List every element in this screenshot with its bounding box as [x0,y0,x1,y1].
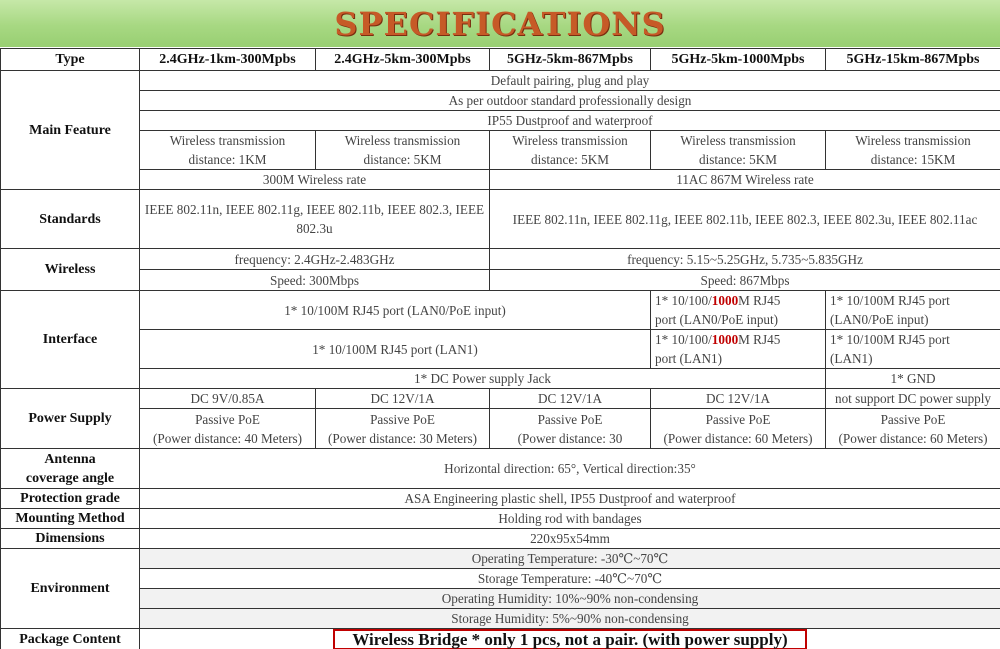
power-poe-2 [316,409,490,449]
row-label-standards: Standards [1,190,140,249]
standards-24ghz: IEEE 802.11n, IEEE 802.11g, IEEE 802.11b, IEEE 802.3, IEEE 802.3u [140,190,490,249]
table-row [1,131,1000,151]
table-row [1,291,1000,330]
power-poe-3 [490,409,651,449]
distance-cell-1 [140,131,316,170]
package-content: Wireless Bridge * only 1 pcs, not a pair. (with power supply) [333,629,806,649]
col-header-model-5: 5GHz-15km-867Mpbs [826,49,1000,71]
poe-distance: (Power distance: 30 Meters) [327,430,478,446]
package-content-cell [140,629,1000,649]
page-title: SPECIFICATIONS [334,4,666,43]
table-row [1,589,1000,609]
distance-line1: Wireless transmission [855,133,971,148]
table-row [1,170,1000,190]
table-row [1,609,1000,629]
port-line2: (LAN1) [830,351,873,366]
table-row [1,509,1000,529]
table-row [1,629,1000,649]
power-poe-5 [826,409,1000,449]
distance-cell-2 [316,131,490,170]
antenna-label-line2: coverage angle [25,470,115,486]
power-dc-3: DC 12V/1A [490,389,651,409]
row-label-mounting: Mounting Method [1,509,140,529]
row-label-package: Package Content [1,629,140,649]
row-label-main-feature: Main Feature [1,71,140,190]
col-header-model-2: 2.4GHz-5km-300Mpbs [316,49,490,71]
protection-grade: ASA Engineering plastic shell, IP55 Dustproof and waterproof [140,489,1000,509]
title-banner [0,0,1000,47]
distance-cell-3 [490,131,651,170]
port-line2: (LAN0/PoE input) [830,312,929,327]
table-row [1,270,1000,291]
col-header-type: Type [1,49,140,71]
feature-outdoor-design: As per outdoor standard professionally design [140,91,1000,111]
rate-24ghz: 300M Wireless rate [140,170,490,190]
poe-label: Passive PoE [195,411,260,427]
port-lan0-label: port (LAN0/PoE input) [655,312,779,327]
poe-distance: (Power distance: 40 Meters) [152,430,303,446]
table-row [1,489,1000,509]
distance-value-3: distance: 5KM [530,152,609,167]
distance-cell-5 [826,131,1000,170]
distance-value-5: distance: 15KM [870,152,956,167]
row-label-interface: Interface [1,291,140,389]
port-prefix: 1* 10/100/ [655,332,712,347]
distance-value-4: distance: 5KM [698,152,777,167]
power-poe-4 [651,409,826,449]
poe-distance: (Power distance: 60 Meters) [838,430,988,446]
power-dc-2: DC 12V/1A [316,389,490,409]
gigabit-highlight: 1000 [711,332,739,347]
table-row [1,409,1000,449]
interface-lan1: 1* 10/100M RJ45 port (LAN1) [140,330,651,369]
interface-gigabit-lan0 [651,291,826,330]
port-line1: 1* 10/100M RJ45 port [830,293,950,308]
table-row [1,529,1000,549]
frequency-5ghz: frequency: 5.15~5.25GHz, 5.735~5.835GHz [490,249,1000,270]
poe-label: Passive PoE [705,411,771,427]
env-storage-temperature: Storage Temperature: -40℃~70℃ [140,569,1000,589]
poe-label: Passive PoE [370,411,435,427]
port-prefix: 1* 10/100/ [655,293,712,308]
row-label-wireless: Wireless [1,249,140,291]
dimensions-value: 220x95x54mm [140,529,1000,549]
interface-dc-jack: 1* DC Power supply Jack [140,369,826,389]
port-line1: 1* 10/100M RJ45 port [830,332,950,347]
rate-5ghz: 11AC 867M Wireless rate [490,170,1000,190]
row-label-protection: Protection grade [1,489,140,509]
table-row [1,330,1000,369]
poe-label: Passive PoE [537,411,603,427]
table-row [1,449,1000,489]
interface-lan0: 1* 10/100M RJ45 port (LAN0/PoE input) [140,291,651,330]
poe-label: Passive PoE [880,411,946,427]
power-dc-5: not support DC power supply [826,389,1000,409]
row-label-environment: Environment [1,549,140,629]
antenna-angle: Horizontal direction: 65°, Vertical direction:35° [140,449,1000,489]
row-label-power-supply: Power Supply [1,389,140,449]
header-row [1,49,1000,71]
distance-value-2: distance: 5KM [363,152,442,167]
speed-24ghz: Speed: 300Mbps [140,270,490,291]
distance-value-1: distance: 1KM [188,152,267,167]
power-dc-1: DC 9V/0.85A [140,389,316,409]
feature-ip55: IP55 Dustproof and waterproof [140,111,1000,131]
table-row [1,71,1000,91]
speed-5ghz: Speed: 867Mbps [490,270,1000,291]
table-row [1,569,1000,589]
antenna-label-line1: Antenna [44,451,96,467]
table-row [1,549,1000,569]
port-suffix: M RJ45 [738,293,781,308]
gigabit-highlight: 1000 [711,293,739,308]
poe-distance: (Power distance: 60 Meters) [663,430,813,446]
table-row [1,369,1000,389]
env-operating-humidity: Operating Humidity: 10%~90% non-condensing [140,589,1000,609]
env-storage-humidity: Storage Humidity: 5%~90% non-condensing [140,609,1000,629]
power-poe-1 [140,409,316,449]
table-row [1,389,1000,409]
port-suffix: M RJ45 [738,332,781,347]
env-operating-temperature: Operating Temperature: -30℃~70℃ [140,549,1000,569]
distance-line1: Wireless transmission [344,133,461,148]
row-label-dimensions: Dimensions [1,529,140,549]
col-header-model-4: 5GHz-5km-1000Mpbs [651,49,826,71]
feature-default-pairing: Default pairing, plug and play [140,71,1000,91]
row-label-antenna [1,449,140,489]
poe-distance: (Power distance: 30 [517,430,623,446]
distance-cell-4 [651,131,826,170]
table-row [1,91,1000,111]
interface-gigabit-lan1 [651,330,826,369]
distance-line1: Wireless transmission [512,133,628,148]
distance-line1: Wireless transmission [680,133,796,148]
table-row [1,190,1000,249]
table-row [1,111,1000,131]
port-lan1-label: port (LAN1) [655,351,723,366]
col-header-model-3: 5GHz-5km-867Mpbs [490,49,651,71]
col-header-model-1: 2.4GHz-1km-300Mpbs [140,49,316,71]
power-dc-4: DC 12V/1A [651,389,826,409]
spec-table [0,48,1000,649]
frequency-24ghz: frequency: 2.4GHz-2.483GHz [140,249,490,270]
interface-15km-lan1 [826,330,1000,369]
distance-line1: Wireless transmission [169,133,286,148]
table-row [1,249,1000,270]
interface-15km-lan0 [826,291,1000,330]
interface-gnd: 1* GND [826,369,1000,389]
standards-5ghz: IEEE 802.11n, IEEE 802.11g, IEEE 802.11b, IEEE 802.3, IEEE 802.3u, IEEE 802.11ac [490,190,1000,249]
mounting-method: Holding rod with bandages [140,509,1000,529]
